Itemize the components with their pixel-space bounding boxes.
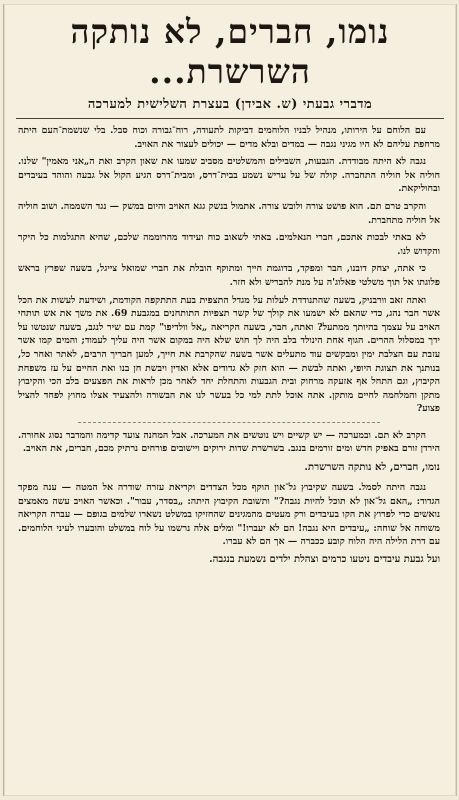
headline: נומו, חברים, לא נותקה <box>70 12 390 51</box>
article-body <box>4 124 456 567</box>
closing-paragraph: נגבה היתה לסמל. בשעה שקיבוץ גל־און הוקף מכל הצדדים וקריאת עזרה שודרה אל המטה — ענה מפקד הגדוד: „האם גל־און לא תוכל להיות נגבה?" ותשובת הקיבוץ היתה: „בסדר, עבור". וכאשר האויב עשה מאמצים נואשים כדי לפרוץ את הקו בעיבדים ורק מעטים מהמגינים שהחזיקו במשלט נשארו שלמים בגופם — עברה הקריאה משוחה אל שוחה: „עיבדים היא נגבה! הם לא יעברו!" ומלים אלה נרשמו על לוח במשלט והובערו לעיני הלוחמים. עם דרת הלילה היה הלוח קובע ככברה — אך הם לא עברו. <box>18 482 440 548</box>
paragraph: כי אתה, יצחק דובנו, חבר ומפקד, בדוגמת חייך ומתוקף הובלת את חברי שמואל צייגל, בשעה שפרץ בראש פלוגתו אל תוך משלטי פאלוג'ה על מנת להבריש ולא חזר. <box>18 263 440 288</box>
divider <box>16 118 444 119</box>
paragraph: לא באתי לבכות אתכם, חברי הנאלמים. באתי לשאוב כוח ועידוד מהרוממה שלכם, שהיא התגלמות כל היקר והקדוש לנו. <box>18 232 440 257</box>
paragraph: נגבה לא היתה מבודדת. הגבעות, השבילים והמשלטים מסביב שמעו את שאון הקרב ואת ה„אני מאמין" שלנו. חוליה אל חוליה התחברה. קולה של על עריש נשמע בבית־דרס, ומבית־דרס הגיע הקול אל גבעה והוהד בעיבדים ובחוליקאת. <box>18 156 440 195</box>
paragraph: ואתה זאב וורבניק, בשעה שהתנודדת לעלות על מגדל התצפית בעת התתקפה הקודמת, ושידעת לעשות את הכל אשר חבר נהג, כדי שהאם לא ישמעו את קולך של קשר תצפיות התותחנים במגבעת 69. את משך את אש תותחי האויב על עצמך בהיותך ממתעל? ואתה, חבר, בשעה הקריאה „אל וולדיפו" קמת עם שיר לנגב, בשעה שנטשו על ידך במסלול ההרים. הגוף אחת הינולד בלב היה לך חוש שלא היה במקום אשר היה עליך לעמוד; והמים קמו אשר עזבת עם הצלבת ימין ומבקשים עוד מתעלים אשר בשעה שהקרבת את חייך, למען חבריך הרבים, לאתר ואחר כל, בנותנך את תצוגת היופי, ואתה לבשת — הוא חזק לא גדודים אלא ואדין ויבשת חן בנו ואת החיים על עז משפחת הקיבוץ, וגם התחל אף אזעקה מרחוק ובית הגבעות והתחלת יחד לאחר מכן לראות את הפצעים בלב הכי והקיבוץ מתקן והמלחמה לחיים מותקן. אתה אוכל לתת למי כל בעשר לנו את הבשורה ולהצעיד אצלו מחוץ לפחד להציל פצוע? <box>18 294 440 415</box>
newspaper-clipping <box>3 4 457 796</box>
paragraph: עם הלוחם על הירותו, מנהיל לבניו הלוחמים דביקות לתעודה, רוח־גבורה וכוח סבל. בלי שנשמת־העם היתה מרחפת עליהם לא היו מגיני נגבה — במדים ובלא מדים — יכולים לעצור את האויב. <box>18 125 440 150</box>
separator <box>78 422 380 423</box>
headline-continuation: השרשרת... <box>149 52 311 91</box>
paragraph: הקרב לא תם. ובמערכה — יש קשיים ויש נוטשים את המערכה. אבל המחנה צועד קדימה והמדבר נסוג אחורה. הירדן זורם באפיק חדש ומים זורמים בנגב. בשרשרת שדות ירוקים ויישובים פורחים נרתיק מכם, חברים, את האויב. <box>18 429 440 455</box>
refrain-line: נומו, חברים, לא נותקה השרשרת. <box>304 461 440 474</box>
final-line: ועל גבעת עיבדים ניטעו כרמים וצהלת ילדים נשמעת בנגבה. <box>209 554 440 566</box>
byline: מדברי גבעתי (ש. אבידן) בעצרת השלישית למערכה <box>87 97 373 112</box>
paragraph: והקרב טרם תם. הוא פושט צורה ולובש צורה. אתמול בנשק גגא האויב והיום במשק — נגד השממה. ושוב חוליה אל חוליה מתחברת. <box>18 200 440 226</box>
